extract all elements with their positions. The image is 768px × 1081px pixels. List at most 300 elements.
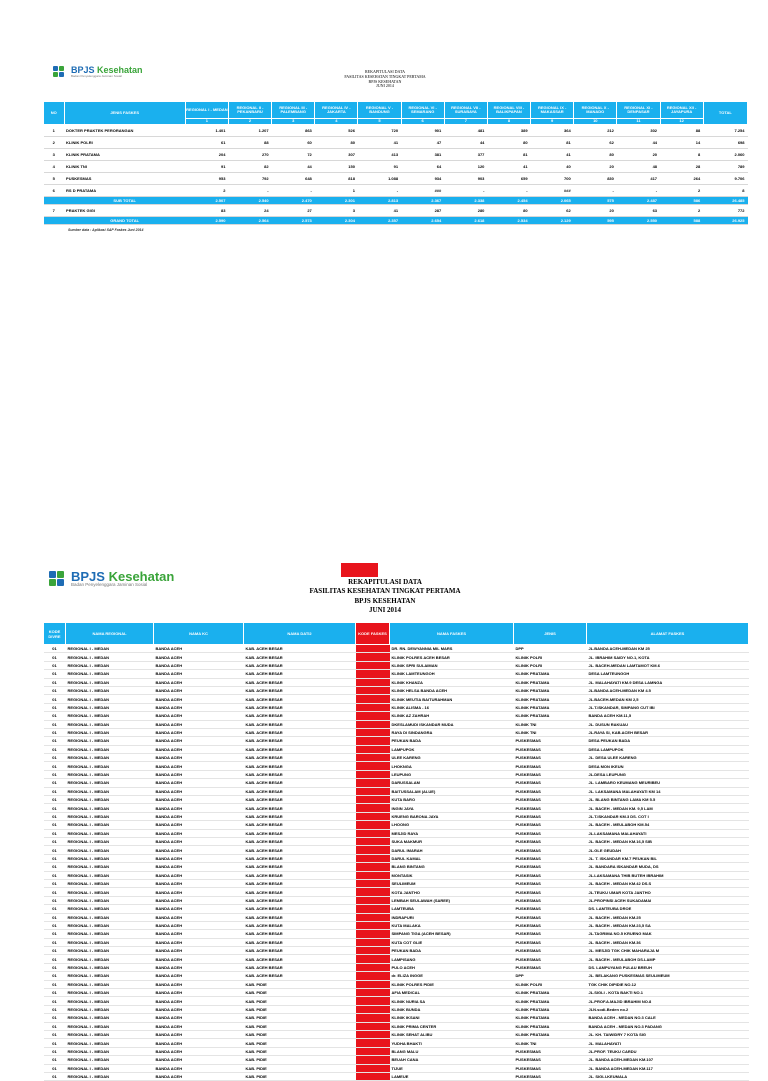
cell-nama-regional: REGIONAL I - MEDAN	[66, 686, 154, 694]
cell-kode-divre: 01	[44, 1030, 66, 1038]
col-index: 12	[660, 119, 703, 125]
cell-nama-faskes: DR. RN. DEWYANNIA MIL MARS	[390, 645, 514, 653]
cell-alamat: JL.T.ISKANDAR KM.3 DS. COT I	[587, 812, 749, 820]
cell-value: 20	[574, 161, 617, 173]
cell-kode-faskes: 00010017	[356, 1014, 390, 1022]
col-header: REGIONAL XII - JAYAPURA	[660, 102, 703, 119]
cell-value: 2.301	[315, 197, 358, 205]
cell-alamat: JL. BACEH - MEDAN KM.23,5 SA	[587, 921, 749, 929]
cell-jenis: KLINIK PRATAMA	[514, 989, 587, 997]
detail-row	[44, 754, 749, 762]
cell-jenis: RS D PRATAMA	[64, 185, 185, 197]
cell-kode-faskes: 01010007	[356, 787, 390, 795]
detail-row	[44, 854, 749, 862]
detail-row	[44, 1072, 749, 1080]
cell-value: 24	[228, 205, 271, 217]
cell-jenis: PUSKESMAS	[514, 930, 587, 938]
cell-jenis: PUSKESMAS	[514, 821, 587, 829]
detail-row	[44, 695, 749, 703]
cell-kode-faskes: 00010004	[356, 670, 390, 678]
cell-nama-dati2: KAB. ACEH BESAR	[244, 879, 356, 887]
col-index: 6	[401, 119, 444, 125]
cell-kode-divre: 01	[44, 661, 66, 669]
detail-row	[44, 821, 749, 829]
cell-value: 700	[531, 173, 574, 185]
detail-row	[44, 829, 749, 837]
cell-value: 2.573	[272, 217, 315, 225]
summary-title-line: REKAPITULASI DATA	[364, 69, 405, 74]
cell-nama-regional: REGIONAL I - MEDAN	[66, 779, 154, 787]
cell-nama-kc: BANDA ACEH	[154, 997, 244, 1005]
cell-jenis: KLINIK PRATAMA	[514, 686, 587, 694]
cell-value: 60	[272, 137, 315, 149]
cell-kode-divre: 01	[44, 804, 66, 812]
cell-jenis: PUSKESMAS	[514, 754, 587, 762]
cell-nama-faskes: MESJID RAYA	[390, 829, 514, 837]
cell-value: 280	[444, 205, 487, 217]
cell-nama-dati2: KAB. ACEH BESAR	[244, 854, 356, 862]
cell-value: 20	[574, 205, 617, 217]
cell-value: ###	[531, 185, 574, 197]
summary-row	[44, 137, 748, 149]
cell-nama-faskes: TIJUE	[390, 1064, 514, 1072]
cell-alamat: TGK CHIK DIPIDIE NO.12	[587, 980, 749, 988]
cell-nama-faskes: LAMPUPOK	[390, 745, 514, 753]
cell-nama-kc: BANDA ACEH	[154, 695, 244, 703]
cell-nama-kc: BANDA ACEH	[154, 762, 244, 770]
cell-jenis: KLINIK TNI	[514, 720, 587, 728]
cell-kode-divre: 01	[44, 1014, 66, 1022]
cell-nama-faskes: LEUPUNG	[390, 770, 514, 778]
cell-nama-dati2: KAB. ACEH BESAR	[244, 770, 356, 778]
cell-value: 81	[487, 149, 530, 161]
cell-jenis: KLINIK PRATAMA	[514, 997, 587, 1005]
col-header: JENIS	[514, 623, 587, 645]
cell-kode-divre: 01	[44, 1064, 66, 1072]
detail-title-line: JUNI 2014	[368, 606, 402, 615]
cell-jenis: PUSKESMAS	[514, 737, 587, 745]
cell-value: 28	[660, 161, 703, 173]
cell-alamat: JL. BACEH - MEULABOH DS.LAMP	[587, 955, 749, 963]
cell-nama-dati2: KAB. ACEH BESAR	[244, 695, 356, 703]
cell-nama-kc: BANDA ACEH	[154, 653, 244, 661]
cell-nama-kc: BANDA ACEH	[154, 1039, 244, 1047]
cell-value: 212	[574, 125, 617, 137]
detail-row	[44, 888, 749, 896]
col-index: 9	[531, 119, 574, 125]
cell-nama-regional: REGIONAL I - MEDAN	[66, 1014, 154, 1022]
cell-alamat: JL.LAKSAMANA MALAHAYATI	[587, 829, 749, 837]
cell-no: 5	[44, 173, 65, 185]
cell-value: 8	[703, 185, 747, 197]
detail-row	[44, 947, 749, 955]
cell-kode-faskes: 00010016	[356, 1005, 390, 1013]
cell-value: 2	[660, 185, 703, 197]
cell-value: -	[272, 185, 315, 197]
cell-nama-dati2: KAB. ACEH BESAR	[244, 812, 356, 820]
cell-value: 413	[358, 149, 401, 161]
cell-kode-divre: 01	[44, 1056, 66, 1064]
cell-value: 2	[660, 205, 703, 217]
cell-value: -	[228, 185, 271, 197]
cell-alamat: JL. T. ISKANDAR KM.7 PEUKAN BIL	[587, 854, 749, 862]
cell-nama-kc: BANDA ACEH	[154, 754, 244, 762]
cell-jenis: PUSKESMAS	[64, 173, 185, 185]
cell-jenis: KLINIK POLRI	[514, 653, 587, 661]
cell-nama-regional: REGIONAL I - MEDAN	[66, 661, 154, 669]
cell-value: 3	[315, 205, 358, 217]
cell-value: 2.550	[617, 217, 660, 225]
col-header: REGIONAL IX - MAKASSAR	[531, 102, 574, 119]
cell-nama-regional: REGIONAL I - MEDAN	[66, 921, 154, 929]
cell-nama-kc: BANDA ACEH	[154, 938, 244, 946]
cell-value: 818	[315, 173, 358, 185]
detail-row	[44, 905, 749, 913]
cell-nama-dati2: KAB. ACEH BESAR	[244, 938, 356, 946]
cell-kode-divre: 01	[44, 854, 66, 862]
summary-table	[43, 101, 748, 225]
cell-nama-faskes: BEUAH CANA	[390, 1056, 514, 1064]
cell-value: 2.564	[228, 217, 271, 225]
cell-nama-faskes: INDRAPURI	[390, 913, 514, 921]
cell-kode-divre: 01	[44, 871, 66, 879]
cell-jenis: KLINIK PRATAMA	[514, 712, 587, 720]
cell-kode-faskes: 01020001	[356, 1047, 390, 1055]
cell-value: -	[487, 185, 530, 197]
col-header: ALAMAT FASKES	[587, 623, 749, 645]
cell-nama-regional: REGIONAL I - MEDAN	[66, 1022, 154, 1030]
cell-value: 2.470	[272, 197, 315, 205]
detail-row	[44, 989, 749, 997]
cell-kode-faskes: 00010009	[356, 712, 390, 720]
cell-nama-kc: BANDA ACEH	[154, 930, 244, 938]
detail-row	[44, 896, 749, 904]
cell-jenis: PUSKESMAS	[514, 787, 587, 795]
col-header: REGIONAL II - PEKANBARU	[228, 102, 271, 119]
cell-nama-regional: REGIONAL I - MEDAN	[66, 989, 154, 997]
cell-kode-faskes: 00010010	[356, 720, 390, 728]
cell-nama-kc: BANDA ACEH	[154, 963, 244, 971]
cell-kode-faskes: 01020002	[356, 1056, 390, 1064]
col-header: REGIONAL VIII - BALIKPAPAN	[487, 102, 530, 119]
col-header: NO	[44, 102, 65, 125]
col-index: 2	[228, 119, 271, 125]
cell-alamat: DS. LAMTEUBA DROE	[587, 905, 749, 913]
cell-value: 270	[228, 149, 271, 161]
cell-value: 792	[228, 173, 271, 185]
cell-jenis: KLINIK TNI	[514, 728, 587, 736]
cell-alamat: JL. BACEH-MEDAN LAMTAMOT KM.6	[587, 661, 749, 669]
cell-nama-dati2: KAB. ACEH BESAR	[244, 720, 356, 728]
detail-row	[44, 670, 749, 678]
cell-nama-kc: BANDA ACEH	[154, 804, 244, 812]
cell-nama-kc: BANDA ACEH	[154, 972, 244, 980]
detail-row	[44, 1014, 749, 1022]
detail-row	[44, 796, 749, 804]
cell-alamat: JL. BANDA ACEH-MEDAN KM.117	[587, 1064, 749, 1072]
cell-nama-faskes: DARUSSALAM	[390, 779, 514, 787]
cell-nama-faskes: YUDHA BHAKTI	[390, 1039, 514, 1047]
cell-alamat: BANDA ACEH - MEDAN NO.3 PADANG	[587, 1022, 749, 1030]
cell-kode-divre: 01	[44, 938, 66, 946]
cell-value: 772	[703, 205, 747, 217]
cell-nama-dati2: KAB. ACEH BESAR	[244, 686, 356, 694]
cell-nama-kc: BANDA ACEH	[154, 1056, 244, 1064]
cell-value: 953	[185, 173, 228, 185]
cell-nama-faskes: SIMPANG TIGA (ACEH BESAR)	[390, 930, 514, 938]
cell-alamat: BANDA ACEH KM.11,5	[587, 712, 749, 720]
detail-row	[44, 1039, 749, 1047]
cell-nama-faskes: KUTA MALAKA	[390, 921, 514, 929]
source-note: Sumber data : Aplikasi SAP Faskes Juni 2014	[68, 228, 144, 232]
cell-value: 2.129	[531, 217, 574, 225]
cell-alamat: JL. BACEH - MEULABOH KM.54	[587, 821, 749, 829]
cell-kode-divre: 01	[44, 653, 66, 661]
cell-nama-faskes: KLINIK POLRES ACEH BESAR	[390, 653, 514, 661]
cell-kode-divre: 01	[44, 888, 66, 896]
cell-kode-divre: 01	[44, 879, 66, 887]
cell-kode-faskes: 01010013	[356, 837, 390, 845]
cell-value: 588	[660, 217, 703, 225]
cell-nama-regional: REGIONAL I - MEDAN	[66, 1047, 154, 1055]
cell-no: 4	[44, 161, 65, 173]
cell-nama-faskes: LAMPISANG	[390, 955, 514, 963]
cell-nama-kc: BANDA ACEH	[154, 863, 244, 871]
cell-nama-dati2: KAB. PIDIE	[244, 997, 356, 1005]
cell-value: 72	[272, 149, 315, 161]
cell-kode-divre: 01	[44, 905, 66, 913]
cell-nama-dati2: KAB. ACEH BESAR	[244, 821, 356, 829]
cell-value: 2.338	[444, 197, 487, 205]
cell-jenis: DOKTER PRAKTEK PERORANGAN	[64, 125, 185, 137]
cell-kode-faskes: 00010013	[356, 980, 390, 988]
cell-nama-kc: BANDA ACEH	[154, 1014, 244, 1022]
col-header: REGIONAL X - MANADO	[574, 102, 617, 119]
cell-nama-dati2: KAB. ACEH BESAR	[244, 779, 356, 787]
cell-value: -	[358, 185, 401, 197]
cell-nama-kc: BANDA ACEH	[154, 1005, 244, 1013]
cell-nama-dati2: KAB. ACEH BESAR	[244, 896, 356, 904]
detail-row	[44, 762, 749, 770]
cell-kode-divre: 01	[44, 947, 66, 955]
cell-value: 2.540	[228, 197, 271, 205]
cell-kode-divre: 01	[44, 762, 66, 770]
cell-alamat: JL. MESJID TGK CHIK MAHARAJA M	[587, 947, 749, 955]
cell-value: 44	[272, 161, 315, 173]
cell-nama-regional: REGIONAL I - MEDAN	[66, 645, 154, 653]
cell-jenis: PUSKESMAS	[514, 804, 587, 812]
cell-kode-divre: 01	[44, 896, 66, 904]
cell-nama-regional: REGIONAL I - MEDAN	[66, 896, 154, 904]
cell-nama-kc: BANDA ACEH	[154, 955, 244, 963]
cell-nama-kc: BANDA ACEH	[154, 779, 244, 787]
cell-value: 80	[487, 137, 530, 149]
cell-jenis: PUSKESMAS	[514, 921, 587, 929]
cell-nama-regional: REGIONAL I - MEDAN	[66, 947, 154, 955]
cell-jenis: PUSKESMAS	[514, 963, 587, 971]
cell-kode-divre: 01	[44, 787, 66, 795]
cell-nama-regional: REGIONAL I - MEDAN	[66, 938, 154, 946]
cell-nama-dati2: KAB. ACEH BESAR	[244, 754, 356, 762]
cell-alamat: JL. BACEH - MEDAN KM.36	[587, 938, 749, 946]
cell-nama-regional: REGIONAL I - MEDAN	[66, 762, 154, 770]
cell-value: 63	[617, 205, 660, 217]
cell-kode-divre: 01	[44, 645, 66, 653]
summary-title-line: FASILITAS KESEHATAN TINGKAT PERTAMA	[344, 73, 426, 79]
cell-jenis: KLINIK PRATAMA	[514, 1030, 587, 1038]
cell-nama-dati2: KAB. ACEH BESAR	[244, 829, 356, 837]
cell-value: 1.088	[358, 173, 401, 185]
cell-nama-regional: REGIONAL I - MEDAN	[66, 712, 154, 720]
cell-nama-kc: BANDA ACEH	[154, 703, 244, 711]
cell-value: -	[444, 185, 487, 197]
cell-jenis: PUSKESMAS	[514, 837, 587, 845]
cell-value: 88	[660, 125, 703, 137]
col-header: TOTAL	[703, 102, 747, 125]
cell-kode-faskes: 01010010	[356, 812, 390, 820]
cell-alamat: DESA LAMPUPOK	[587, 745, 749, 753]
detail-row	[44, 938, 749, 946]
cell-nama-regional: REGIONAL I - MEDAN	[66, 678, 154, 686]
cell-nama-faskes: KLINIK NURIA SA	[390, 997, 514, 1005]
cell-kode-faskes: 00010006	[356, 686, 390, 694]
cell-nama-kc: BANDA ACEH	[154, 896, 244, 904]
cell-nama-regional: REGIONAL I - MEDAN	[66, 1005, 154, 1013]
cell-nama-kc: BANDA ACEH	[154, 770, 244, 778]
cell-value: 26.925	[703, 217, 747, 225]
cell-alamat: DESA MON IKEUN	[587, 762, 749, 770]
cell-nama-regional: REGIONAL I - MEDAN	[66, 980, 154, 988]
col-index: 4	[315, 119, 358, 125]
cell-nama-kc: BANDA ACEH	[154, 871, 244, 879]
cell-value: 698	[703, 137, 747, 149]
cell-kode-faskes: 01010001	[356, 737, 390, 745]
cell-nama-faskes: KUTA BARO	[390, 796, 514, 804]
cell-nama-kc: BANDA ACEH	[154, 670, 244, 678]
cell-kode-faskes: 01010009	[356, 804, 390, 812]
cell-nama-dati2: KAB. ACEH BESAR	[244, 913, 356, 921]
col-header: REGIONAL XI - DENPASAR	[617, 102, 660, 119]
cell-jenis: PUSKESMAS	[514, 762, 587, 770]
cell-jenis: KLINIK TNI	[64, 161, 185, 173]
detail-row	[44, 871, 749, 879]
cell-kode-faskes: 01010012	[356, 829, 390, 837]
detail-row	[44, 1022, 749, 1030]
cell-nama-kc: BANDA ACEH	[154, 913, 244, 921]
cell-kode-faskes: 00010008	[356, 703, 390, 711]
cell-value: 8	[660, 149, 703, 161]
cell-kode-divre: 01	[44, 796, 66, 804]
cell-nama-faskes: LAMEUE	[390, 1072, 514, 1080]
cell-nama-faskes: KLINIK SPRI SULAIMAN	[390, 661, 514, 669]
cell-kode-faskes: 01010016	[356, 863, 390, 871]
detail-row	[44, 737, 749, 745]
cell-kode-divre: 01	[44, 754, 66, 762]
cell-kode-divre: 01	[44, 779, 66, 787]
bpjs-logo: BPJS Kesehatan Badan Penyelenggara Jaminan Sosial	[53, 66, 143, 78]
detail-row	[44, 678, 749, 686]
col-header: REGIONAL III - PALEMBANG	[272, 102, 315, 119]
subtotal-row	[44, 197, 748, 205]
cell-nama-kc: BANDA ACEH	[154, 745, 244, 753]
cell-nama-dati2: KAB. ACEH BESAR	[244, 653, 356, 661]
cell-label: SUB TOTAL	[64, 197, 185, 205]
cell-nama-kc: BANDA ACEH	[154, 737, 244, 745]
cell-value: 2.487	[617, 197, 660, 205]
cell-nama-faskes: ULEE KARENG	[390, 754, 514, 762]
cell-nama-regional: REGIONAL I - MEDAN	[66, 703, 154, 711]
col-index: 10	[574, 119, 617, 125]
col-header: REGIONAL VII - SURABAYA	[444, 102, 487, 119]
cell-kode-faskes: 01010017	[356, 871, 390, 879]
detail-row	[44, 720, 749, 728]
cell-nama-faskes: KOTA JANTHO	[390, 888, 514, 896]
cell-nama-regional: REGIONAL I - MEDAN	[66, 787, 154, 795]
cell-value: 901	[401, 125, 444, 137]
cell-jenis: PRAKTEK GIGI	[64, 205, 185, 217]
cell-kode-faskes: 01010008	[356, 796, 390, 804]
cell-nama-regional: REGIONAL I - MEDAN	[66, 754, 154, 762]
cell-alamat: DESA LAMTEUNGOH	[587, 670, 749, 678]
cell-nama-kc: BANDA ACEH	[154, 661, 244, 669]
cell-alamat: JL.DESA LEUPUNG	[587, 770, 749, 778]
cell-nama-kc: BANDA ACEH	[154, 678, 244, 686]
cell-kode-faskes: 00010011	[356, 728, 390, 736]
cell-kode-faskes: 01010004	[356, 762, 390, 770]
cell-nama-regional: REGIONAL I - MEDAN	[66, 728, 154, 736]
cell-alamat: JL.PROPINSI ACEH SUKADAMAI	[587, 896, 749, 904]
detail-row	[44, 930, 749, 938]
cell-nama-faskes: DARUL IMARAH	[390, 846, 514, 854]
cell-alamat: JL. BANDARA ISKANDAR MUDA, DS	[587, 863, 749, 871]
cell-nama-dati2: KAB. ACEH BESAR	[244, 963, 356, 971]
cell-nama-kc: BANDA ACEH	[154, 854, 244, 862]
cell-kode-faskes: 00010012	[356, 972, 390, 980]
cell-alamat: JL. BACEH - MEDAN KM. 9,5 LAM	[587, 804, 749, 812]
cell-no: 6	[44, 185, 65, 197]
detail-row	[44, 879, 749, 887]
col-header: KODE DIVRE	[44, 623, 66, 645]
cell-alamat: JL. SIGLI-KEUMALA	[587, 1072, 749, 1080]
cell-nama-regional: REGIONAL I - MEDAN	[66, 737, 154, 745]
cell-alamat: JL. BANDA ACEH-MEDAN KM.107	[587, 1056, 749, 1064]
cell-value: 2.618	[444, 217, 487, 225]
cell-value: 381	[401, 149, 444, 161]
cell-jenis: PUSKESMAS	[514, 779, 587, 787]
detail-row	[44, 963, 749, 971]
detail-row	[44, 955, 749, 963]
col-header: REGIONAL IV - JAKARTA	[315, 102, 358, 119]
cell-nama-dati2: KAB. ACEH BESAR	[244, 787, 356, 795]
cell-nama-dati2: KAB. ACEH BESAR	[244, 678, 356, 686]
cell-value: 91	[358, 161, 401, 173]
cell-kode-divre: 01	[44, 812, 66, 820]
col-index: 7	[444, 119, 487, 125]
cell-kode-faskes: 00010018	[356, 1022, 390, 1030]
cell-nama-dati2: KAB. ACEH BESAR	[244, 661, 356, 669]
cell-value: -	[574, 185, 617, 197]
cell-nama-regional: REGIONAL I - MEDAN	[66, 1030, 154, 1038]
cell-alamat: JL. BACEH - MEDAN KM.25	[587, 913, 749, 921]
cell-value: 417	[617, 173, 660, 185]
cell-nama-faskes: dr. ELIZA INGGE	[390, 972, 514, 980]
detail-row	[44, 1064, 749, 1072]
cell-no: 1	[44, 125, 65, 137]
cell-nama-kc: BANDA ACEH	[154, 1022, 244, 1030]
cell-value: 934	[401, 173, 444, 185]
cell-nama-kc: BANDA ACEH	[154, 812, 244, 820]
cell-label: GRAND TOTAL	[64, 217, 185, 225]
